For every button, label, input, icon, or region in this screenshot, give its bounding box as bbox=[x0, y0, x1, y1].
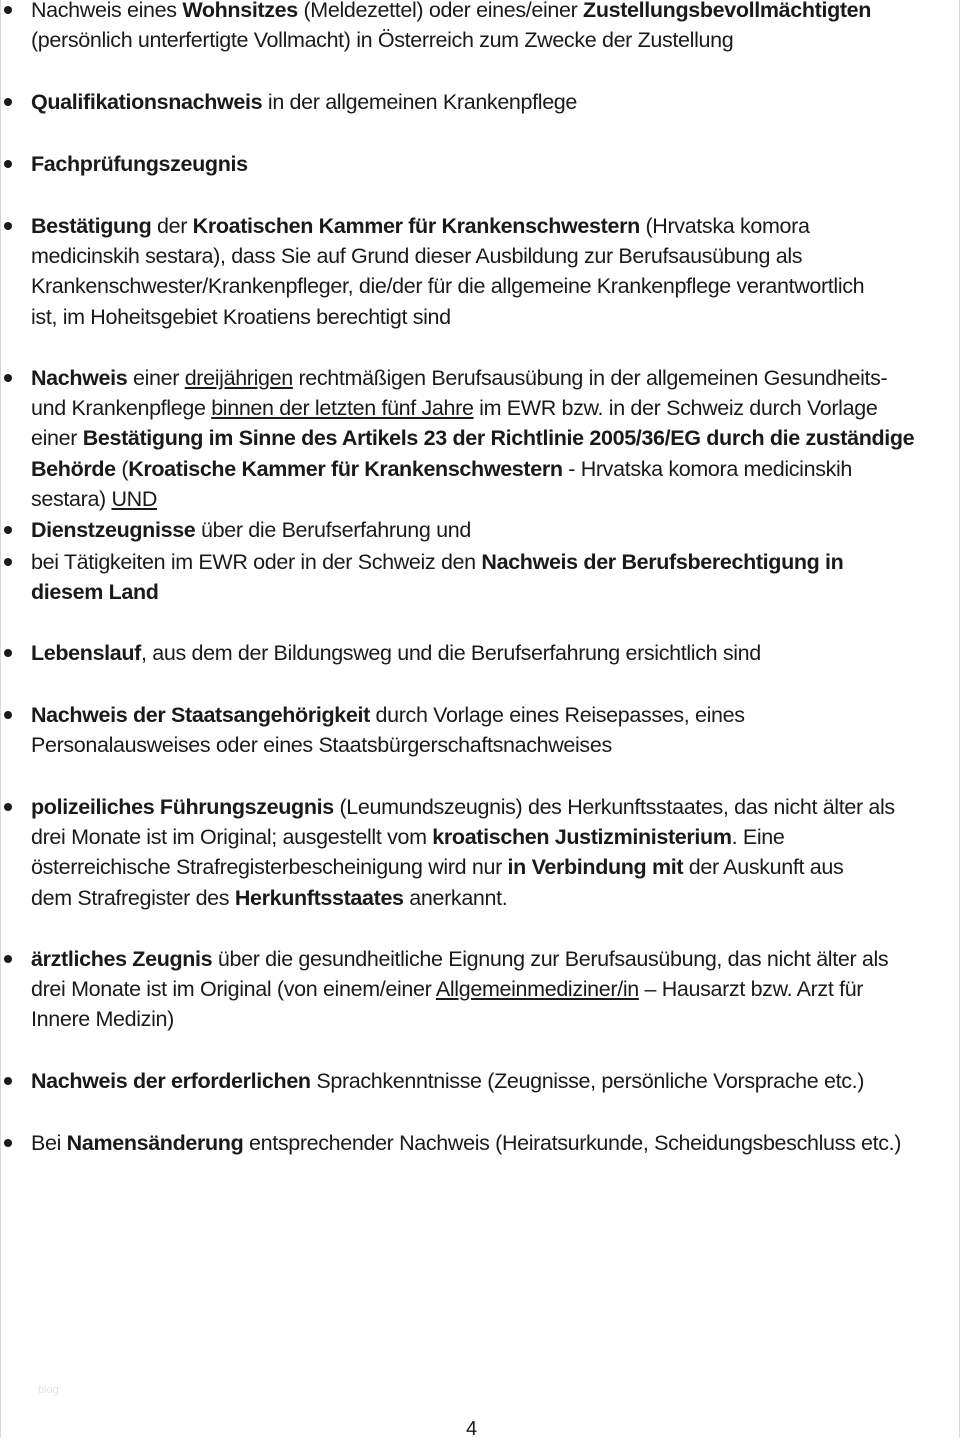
bold-text: Nachweis der erforderlichen bbox=[31, 1069, 311, 1093]
bullet-icon bbox=[4, 6, 12, 14]
text-line bbox=[31, 25, 733, 55]
bold-text: Fachprüfungszeugnis bbox=[31, 152, 248, 176]
text-span: Innere Medizin) bbox=[31, 1007, 174, 1031]
text-span: der bbox=[151, 214, 193, 238]
text-line bbox=[31, 393, 877, 423]
text-line bbox=[31, 1128, 901, 1158]
bullet-icon bbox=[4, 526, 12, 534]
text-line bbox=[31, 852, 843, 882]
text-span: , aus dem der Bildungsweg und die Berufserfahrung ersichtlich sind bbox=[141, 641, 761, 665]
text-line bbox=[31, 302, 451, 332]
text-line bbox=[31, 883, 507, 913]
text-span: Sprachkenntnisse (Zeugnisse, persönliche Vorsprache etc.) bbox=[310, 1069, 865, 1093]
text-span: rechtmäßigen Berufsausübung in der allgemeinen Gesundheits- bbox=[292, 366, 888, 390]
bold-text: Bestätigung im Sinne des Artikels 23 der Richtlinie 2005/36/EG durch die zuständige bbox=[82, 426, 915, 450]
text-line bbox=[31, 577, 159, 607]
bold-text: in Verbindung mit bbox=[507, 855, 684, 879]
text-line bbox=[31, 211, 810, 241]
text-span: Nachweis eines bbox=[31, 0, 183, 22]
text-span: dem Strafregister des bbox=[31, 886, 235, 910]
bullet-icon bbox=[4, 955, 12, 963]
bold-text: Lebenslauf bbox=[31, 641, 141, 665]
bold-text: Nachweis bbox=[31, 366, 128, 390]
bold-text: diesem Land bbox=[31, 580, 159, 604]
text-line bbox=[31, 822, 784, 852]
text-line bbox=[31, 638, 761, 668]
text-span: in der allgemeinen Krankenpflege bbox=[262, 90, 578, 114]
bold-text: Nachweis der Staatsangehörigkeit bbox=[31, 703, 370, 727]
text-line bbox=[31, 0, 871, 25]
page-number: 4 bbox=[466, 1418, 478, 1440]
bold-text: Kroatischen Kammer für Krankenschwestern bbox=[192, 214, 640, 238]
bold-text: Herkunftsstaates bbox=[234, 886, 404, 910]
bullet-icon bbox=[4, 1077, 12, 1085]
text-span: über die Berufserfahrung und bbox=[195, 518, 471, 542]
underlined-text: UND bbox=[111, 487, 158, 511]
text-span: durch Vorlage eines Reisepasses, eines bbox=[369, 703, 745, 727]
bold-text: Dienstzeugnisse bbox=[31, 518, 196, 542]
watermark: blog bbox=[38, 1384, 59, 1396]
bold-text: Bestätigung bbox=[31, 214, 152, 238]
underlined-text: binnen der letzten fünf Jahre bbox=[211, 396, 474, 420]
bold-text: Qualifikationsnachweis bbox=[31, 90, 263, 114]
text-span: (persönlich unterfertigte Vollmacht) in Österreich zum Zwecke der Zustellung bbox=[31, 28, 734, 52]
text-span: . Eine bbox=[731, 825, 785, 849]
text-span: bei Tätigkeiten im EWR oder in der Schweiz den bbox=[31, 550, 482, 574]
underlined-text: dreijährigen bbox=[184, 366, 293, 390]
text-span: entsprechender Nachweis (Heiratsurkunde, Scheidungsbeschluss etc.) bbox=[243, 1131, 902, 1155]
text-span: Personalausweises oder eines Staatsbürgerschaftsnachweises bbox=[31, 733, 612, 757]
bullet-icon bbox=[4, 711, 12, 719]
text-span: drei Monate ist im Original; ausgestellt vom bbox=[31, 825, 433, 849]
text-line bbox=[31, 974, 863, 1004]
text-span: einer bbox=[31, 426, 83, 450]
text-line bbox=[31, 1004, 174, 1034]
text-line bbox=[31, 547, 843, 577]
text-line bbox=[31, 700, 745, 730]
text-span: (Hrvatska komora bbox=[639, 214, 810, 238]
text-line bbox=[31, 149, 248, 179]
bold-text: polizeiliches Führungszeugnis bbox=[31, 795, 334, 819]
text-span: ist, im Hoheitsgebiet Kroatiens berechtigt sind bbox=[31, 305, 451, 329]
page-border-left bbox=[0, 0, 1, 1438]
text-line bbox=[31, 423, 914, 453]
bold-text: Kroatische Kammer für Krankenschwestern bbox=[128, 457, 563, 481]
text-span: über die gesundheitliche Eignung zur Berufsausübung, das nicht älter als bbox=[212, 947, 889, 971]
text-line bbox=[31, 792, 895, 822]
text-span: drei Monate ist im Original (von einem/einer bbox=[31, 977, 436, 1001]
text-line bbox=[31, 1066, 864, 1096]
bold-text: kroatischen Justizministerium bbox=[432, 825, 732, 849]
bold-text: ärztliches Zeugnis bbox=[31, 947, 213, 971]
text-line bbox=[31, 241, 802, 271]
text-span: (Leumundszeugnis) des Herkunftsstaates, das nicht älter als bbox=[333, 795, 895, 819]
bullet-icon bbox=[4, 803, 12, 811]
bullet-icon bbox=[4, 558, 12, 566]
underlined-text: Allgemeinmediziner/in bbox=[435, 977, 639, 1001]
text-span: sestara) bbox=[31, 487, 112, 511]
text-span: - Hrvatska komora medicinskih bbox=[562, 457, 853, 481]
text-line bbox=[31, 271, 864, 301]
bold-text: Namensänderung bbox=[66, 1131, 244, 1155]
text-line bbox=[31, 484, 157, 514]
text-span: und Krankenpflege bbox=[31, 396, 212, 420]
text-line bbox=[31, 515, 471, 545]
text-span: österreichische Strafregisterbescheinigung wird nur bbox=[31, 855, 508, 879]
bullet-icon bbox=[4, 222, 12, 230]
text-span: medicinskih sestara), dass Sie auf Grund dieser Ausbildung zur Berufsausübung als bbox=[31, 244, 803, 268]
text-span: Krankenschwester/Krankenpfleger, die/der für die allgemeine Krankenpflege verantwortlich bbox=[31, 274, 865, 298]
bullet-icon bbox=[4, 374, 12, 382]
bullet-icon bbox=[4, 160, 12, 168]
text-span: einer bbox=[127, 366, 185, 390]
bullet-icon bbox=[4, 98, 12, 106]
text-line bbox=[31, 454, 852, 484]
text-line bbox=[31, 944, 888, 974]
text-span: ( bbox=[115, 457, 129, 481]
bold-text: Nachweis der Berufsberechtigung in bbox=[481, 550, 844, 574]
text-span: im EWR bzw. in der Schweiz durch Vorlage bbox=[473, 396, 878, 420]
bold-text: Zustellungsbevollmächtigten bbox=[583, 0, 872, 22]
bold-text: Behörde bbox=[31, 457, 116, 481]
text-span: der Auskunft aus bbox=[683, 855, 844, 879]
text-span: (Meldezettel) oder eines/einer bbox=[297, 0, 584, 22]
text-span: Bei bbox=[31, 1131, 67, 1155]
bold-text: Wohnsitzes bbox=[182, 0, 298, 22]
text-span: – Hausarzt bzw. Arzt für bbox=[638, 977, 864, 1001]
bullet-icon bbox=[4, 1139, 12, 1147]
text-span: anerkannt. bbox=[403, 886, 508, 910]
text-line bbox=[31, 87, 577, 117]
bullet-icon bbox=[4, 649, 12, 657]
text-line bbox=[31, 730, 612, 760]
text-line bbox=[31, 363, 887, 393]
